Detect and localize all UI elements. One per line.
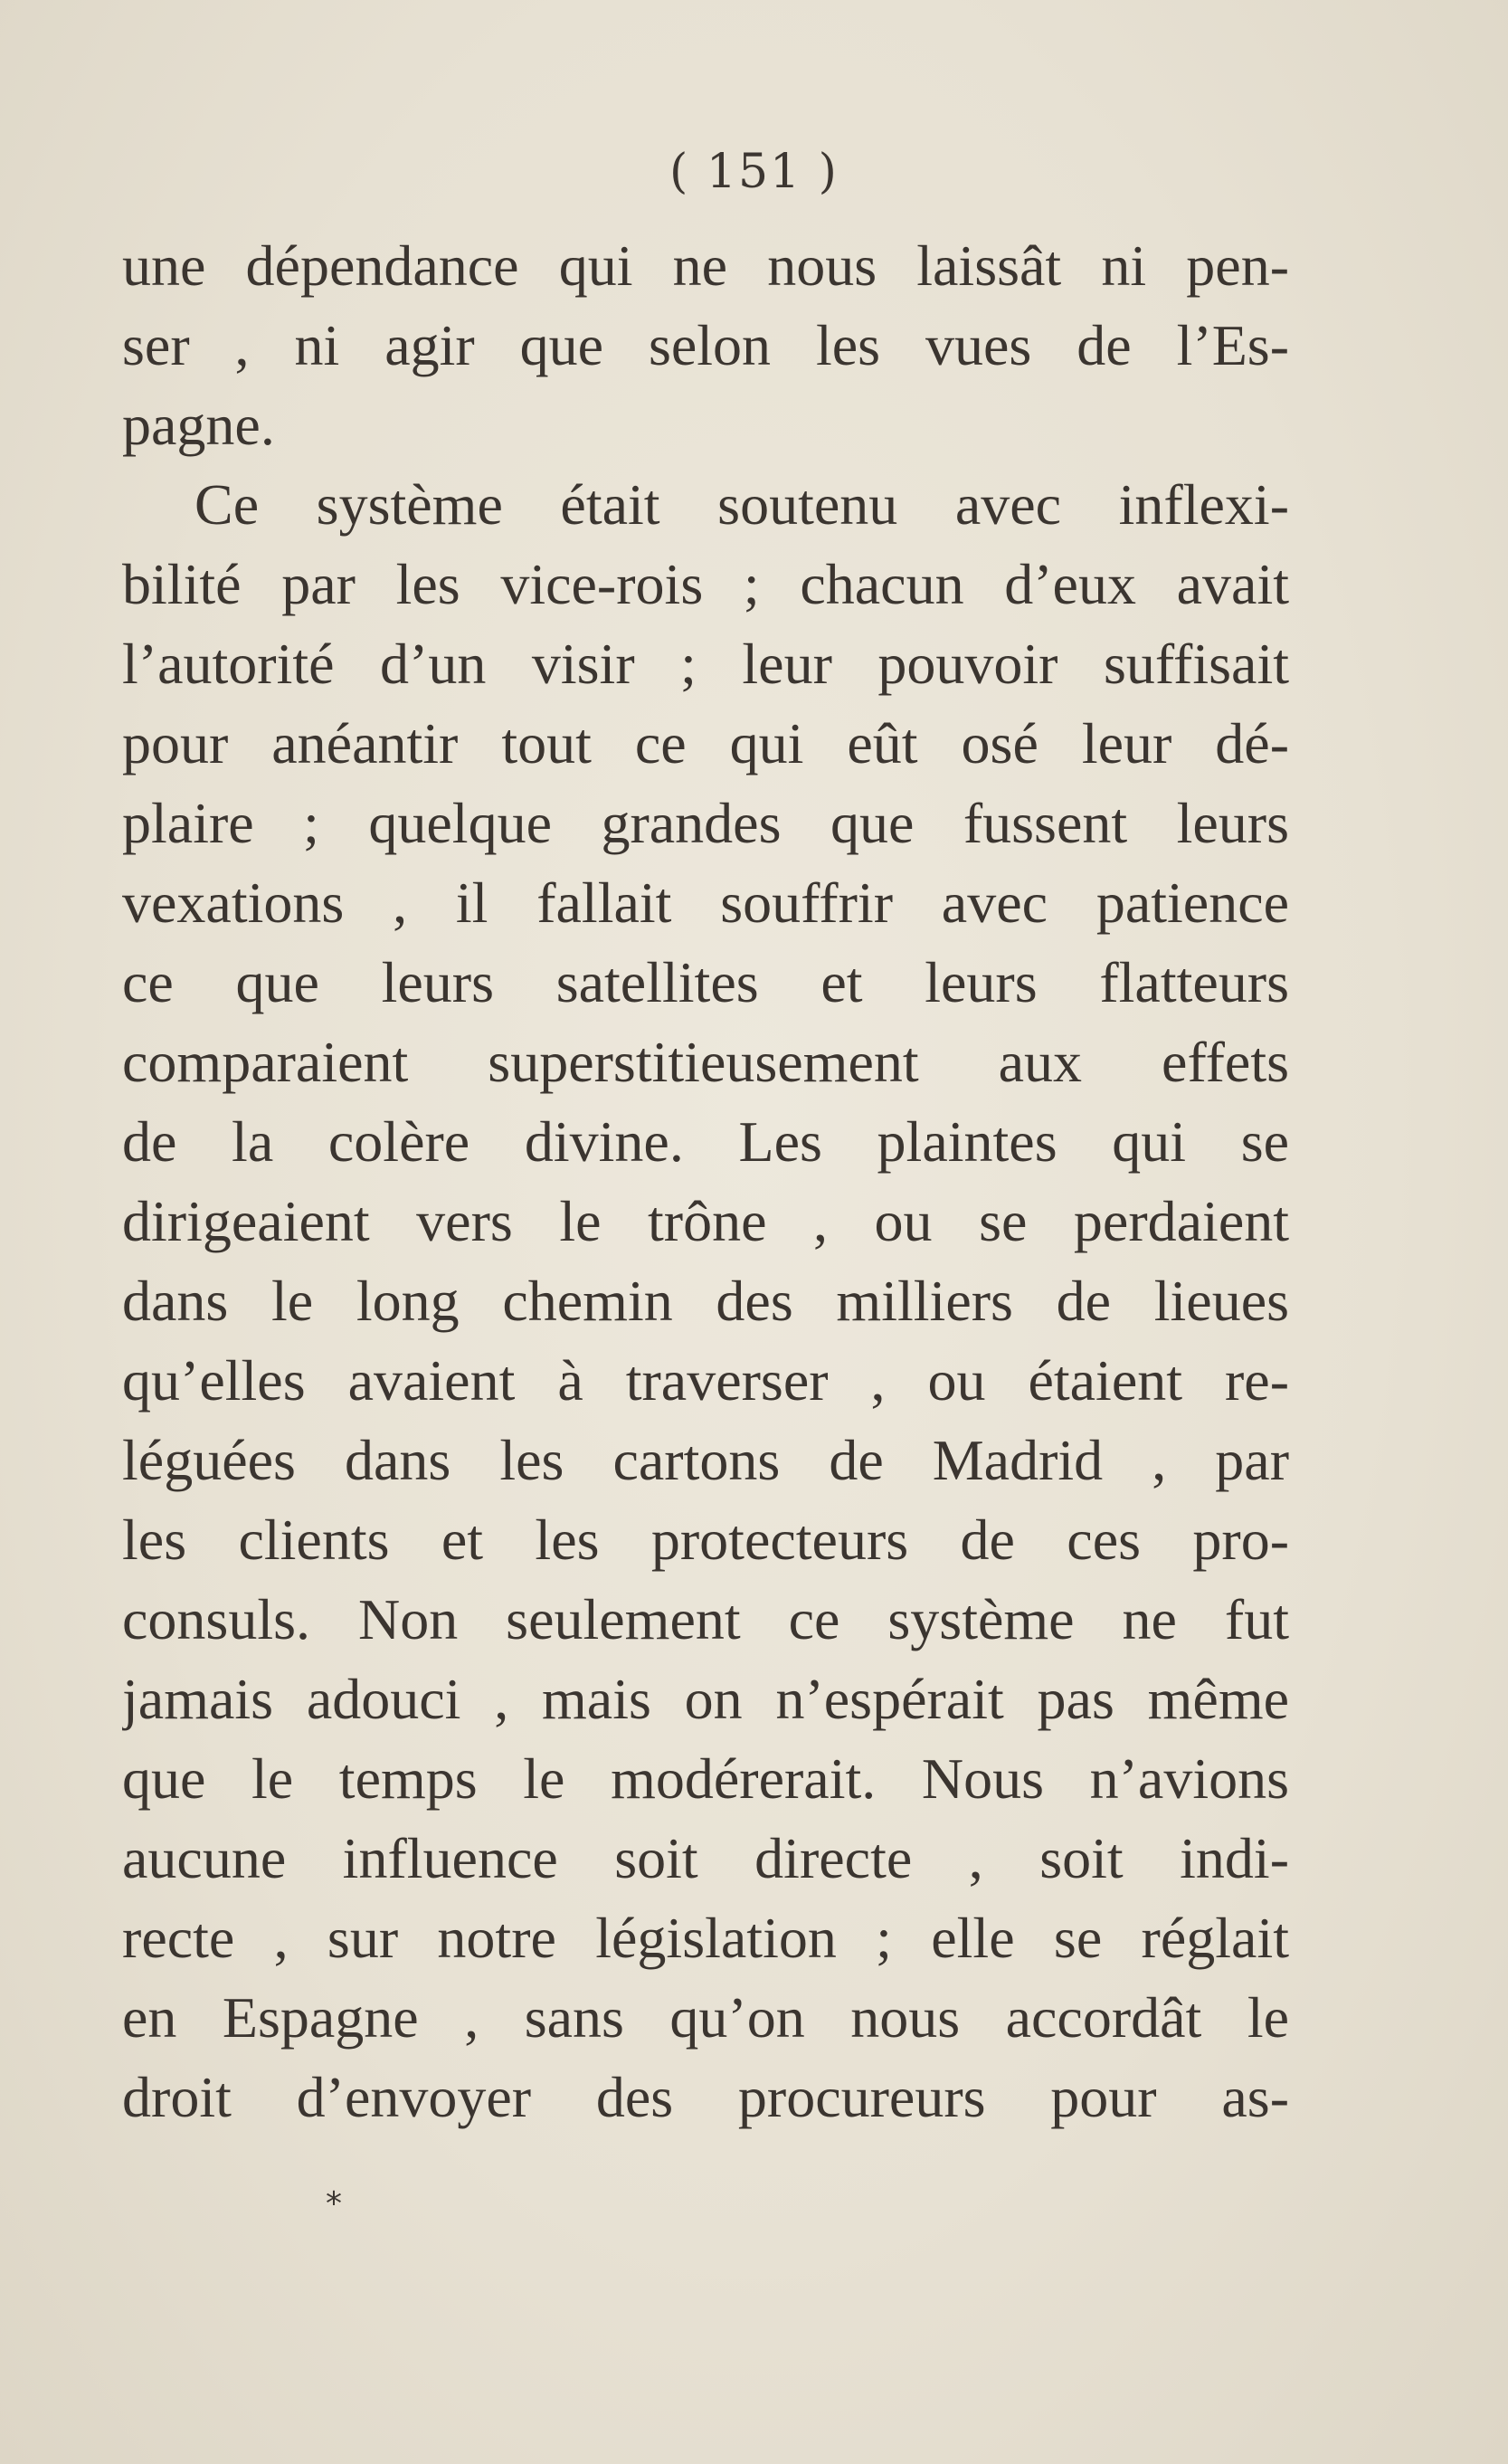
text-line: en Espagne , sans qu’on nous accordât le: [122, 1985, 1289, 2050]
text-line: comparaient superstitieusement aux effets: [122, 1030, 1289, 1094]
text-line: léguées dans les cartons de Madrid , par: [122, 1428, 1289, 1492]
page-number: ( 151 ): [669, 145, 839, 199]
text-line: jamais adouci , mais on n’espérait pas même: [122, 1667, 1289, 1731]
text-line: de la colère divine. Les plaintes qui se: [122, 1109, 1289, 1174]
text-line: ser , ni agir que selon les vues de l’Es-: [122, 313, 1289, 377]
body-text: [122, 226, 1289, 2137]
text-line: l’autorité d’un visir ; leur pouvoir suffisait: [122, 632, 1289, 696]
text-line: qu’elles avaient à traverser , ou étaient re-: [122, 1348, 1289, 1413]
signature-mark: *: [326, 2185, 342, 2222]
text-line: aucune influence soit directe , soit indi-: [122, 1826, 1289, 1890]
text-line: dans le long chemin des milliers de lieues: [122, 1269, 1289, 1333]
text-line: ce que leurs satellites et leurs flatteurs: [122, 950, 1289, 1014]
text-line: une dépendance qui ne nous laissât ni pen-: [122, 233, 1289, 298]
text-line: recte , sur notre législation ; elle se réglait: [122, 1906, 1289, 1970]
text-line: vexations , il fallait souffrir avec patience: [122, 870, 1289, 935]
text-line: bilité par les vice-rois ; chacun d’eux avait: [122, 552, 1289, 616]
text-line: dirigeaient vers le trône , ou se perdaient: [122, 1189, 1289, 1253]
text-line: consuls. Non seulement ce système ne fut: [122, 1587, 1289, 1651]
text-line: droit d’envoyer des procureurs pour as-: [122, 2065, 1289, 2129]
text-line: pagne.: [122, 393, 275, 457]
text-line: plaire ; quelque grandes que fussent leurs: [122, 791, 1289, 855]
text-line: les clients et les protecteurs de ces pro-: [122, 1508, 1289, 1572]
text-line: que le temps le modérerait. Nous n’avions: [122, 1746, 1289, 1811]
text-line: Ce système était soutenu avec inflexi-: [194, 472, 1289, 537]
text-line: pour anéantir tout ce qui eût osé leur dé-: [122, 711, 1289, 775]
